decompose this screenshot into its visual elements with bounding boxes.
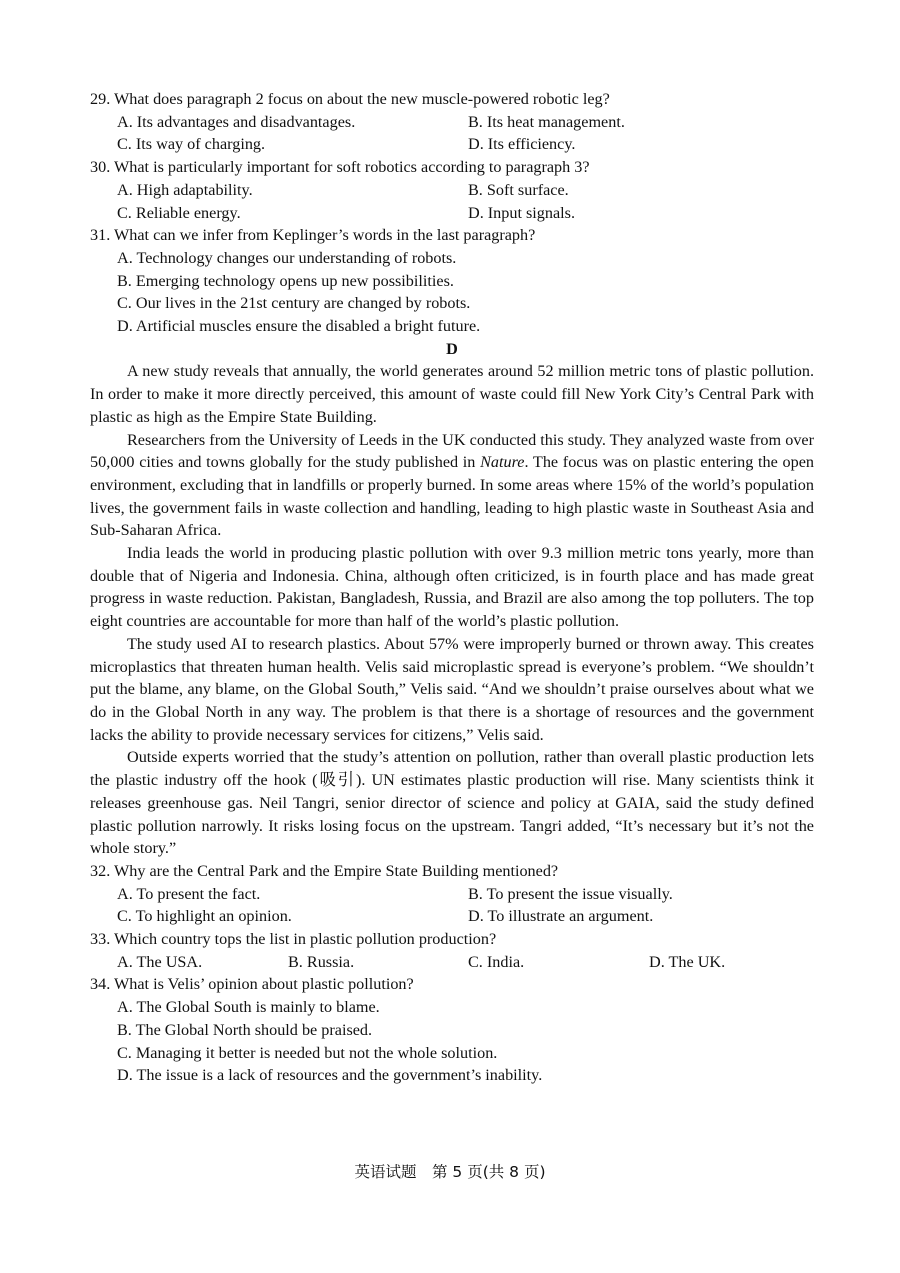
passage-paragraph-2 bbox=[90, 429, 814, 543]
question-34-stem: 34. What is Velis’ opinion about plastic pollution? bbox=[90, 975, 414, 994]
option-a: A. Technology changes our understanding of robots. bbox=[117, 248, 457, 267]
option-c: C. Its way of charging. bbox=[117, 135, 266, 154]
option-b: B. To present the issue visually. bbox=[468, 884, 673, 903]
question-33-stem: 33. Which country tops the list in plastic pollution production? bbox=[90, 930, 497, 949]
question-32-stem: 32. Why are the Central Park and the Empire State Building mentioned? bbox=[90, 861, 559, 880]
question-32-options bbox=[90, 883, 814, 928]
paragraph-2-text-start: Researchers from the University of Leeds in the UK conducted this study. They analyzed waste from over 50,000 cities and towns globally for the study published in bbox=[90, 430, 814, 472]
option-c: C. Our lives in the 21st century are changed by robots. bbox=[117, 294, 471, 313]
exam-page bbox=[90, 88, 814, 1087]
option-b: B. Its heat management. bbox=[468, 112, 625, 131]
passage-paragraph-1: A new study reveals that annually, the world generates around 52 million metric tons of plastic pollution. In order to make it more directly perceived, this amount of waste could fill New York City’s Central Park with plastic as high as the Empire State Building. bbox=[90, 362, 814, 426]
page-footer: 英语试题 第 5 页(共 8 页) bbox=[354, 1163, 546, 1181]
option-c: C. Reliable energy. bbox=[117, 203, 241, 222]
option-d: D. The issue is a lack of resources and the government’s inability. bbox=[117, 1066, 543, 1085]
option-a: A. The USA. bbox=[117, 952, 203, 971]
option-d: D. Artificial muscles ensure the disabled a bright future. bbox=[117, 317, 481, 336]
option-b: B. Emerging technology opens up new possibilities. bbox=[117, 271, 454, 290]
question-30-stem: 30. What is particularly important for soft robotics according to paragraph 3? bbox=[90, 158, 590, 177]
option-d: D. Its efficiency. bbox=[468, 135, 576, 154]
option-d: D. Input signals. bbox=[468, 203, 576, 222]
option-a: A. Its advantages and disadvantages. bbox=[117, 112, 356, 131]
section-title: D bbox=[446, 339, 458, 358]
question-33-options bbox=[90, 951, 814, 974]
question-29-options bbox=[90, 111, 814, 156]
option-a: A. High adaptability. bbox=[117, 180, 253, 199]
option-b: B. Russia. bbox=[288, 952, 355, 971]
option-b: B. The Global North should be praised. bbox=[117, 1020, 373, 1039]
option-a: A. To present the fact. bbox=[117, 884, 261, 903]
question-30-options bbox=[90, 179, 814, 224]
question-31-options bbox=[90, 247, 814, 338]
option-c: C. Managing it better is needed but not the whole solution. bbox=[117, 1043, 498, 1062]
option-c: C. India. bbox=[468, 952, 525, 971]
question-34-options bbox=[90, 996, 814, 1087]
option-c: C. To highlight an opinion. bbox=[117, 907, 292, 926]
option-d: D. To illustrate an argument. bbox=[468, 907, 654, 926]
paragraph-2-text-end: . The focus was on plastic entering the open environment, excluding that in landfills or properly burned. In some areas where 15% of the world’s population lives, the government fails in waste collection and handling, leading to high plastic waste in Southeast Asia and Sub-Saharan Africa. bbox=[90, 453, 814, 540]
option-b: B. Soft surface. bbox=[468, 180, 569, 199]
option-d: D. The UK. bbox=[649, 952, 726, 971]
passage-paragraph-3: India leads the world in producing plastic pollution with over 9.3 million metric tons yearly, more than double that of Nigeria and Indonesia. China, although often criticized, is in fourth place and has made great progress in waste reduction. Pakistan, Bangladesh, Russia, and Brazil are also among the top polluters. The top eight countries are accountable for more than half of the world’s plastic pollution. bbox=[90, 544, 814, 631]
question-29-stem: 29. What does paragraph 2 focus on about the new muscle-powered robotic leg? bbox=[90, 90, 610, 108]
question-31-stem: 31. What can we infer from Keplinger’s words in the last paragraph? bbox=[90, 226, 536, 245]
passage-paragraph-4: The study used AI to research plastics. About 57% were improperly burned or thrown away. This creates microplastics that threaten human health. Velis said microplastic spread is everyone’s problem. “We shouldn’t put the blame, any blame, on the Global South,” Velis said. “And we shouldn’t praise ourselves about what we do in the Global North in any way. The problem is that there is a shortage of resources and the government lacks the ability to provide necessary services for citizens,” Velis said. bbox=[90, 634, 814, 744]
journal-name: Nature bbox=[480, 453, 525, 472]
passage-paragraph-5: Outside experts worried that the study’s attention on pollution, rather than overall plastic production lets the plastic industry off the hook (吸引). UN estimates plastic production will rise. Many scientists think it releases greenhouse gas. Neil Tangri, senior director of science and policy at GAIA, said the study defined plastic pollution narrowly. It risks losing focus on the upstream. Tangri added, “It’s necessary but it’s not the whole story.” bbox=[90, 748, 814, 858]
option-a: A. The Global South is mainly to blame. bbox=[117, 998, 380, 1017]
